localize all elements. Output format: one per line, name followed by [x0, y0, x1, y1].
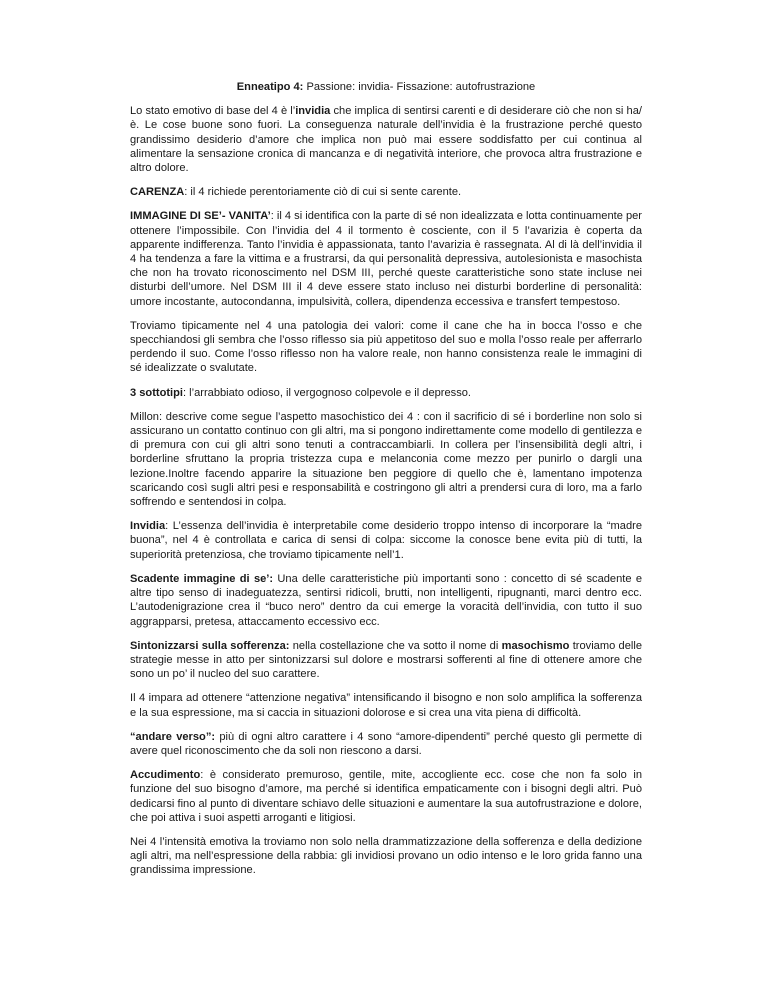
paragraph-4: [130, 319, 642, 376]
paragraph-12: [130, 768, 642, 825]
paragraph-bold: IMMAGINE DI SE’- VANITA’: [130, 210, 271, 223]
paragraph-6: [130, 410, 642, 509]
paragraph-8: [130, 572, 642, 629]
paragraph-bold: Invidia: [130, 520, 166, 533]
paragraph-text: : è considerato premuroso, gentile, mite, accogliente ecc. cose che non fa solo in funzione del suo bisogno d’amore, ma perché si identifica empaticamente con i bisogni degli altri. Può dedicarsi fino al punto di diventare schiavo delle situazioni e aumentare la sua autofrustrazione e dolore, che poi attiva i suoi aspetti arroganti e litigiosi.: [130, 769, 642, 824]
paragraph-13: [130, 835, 642, 878]
paragraph-5: [130, 386, 642, 400]
paragraph-text: troviamo delle strategie messe in atto per sintonizzarsi sul dolore e mostrarsi sofferenti al fine di ottenere amore che sono un po’ il nucleo del suo carattere.: [130, 639, 642, 681]
paragraph-text: più di ogni altro carattere i 4 sono “amore-dipendenti” perché questo gli permette di avere quel riconoscimento che da soli non riescono a darsi.: [130, 730, 642, 757]
paragraph-10: [130, 691, 642, 719]
paragraph-text: Il 4 impara ad ottenere “attenzione negativa” intensificando il bisogno e non solo amplifica la sofferenza e la sua espressione, ma si caccia in situazioni dolorose e si crea una vita piena di difficoltà.: [130, 692, 642, 719]
paragraph-text: Lo stato emotivo di base del 4 è l’: [130, 105, 296, 118]
paragraph-11: [130, 730, 642, 758]
paragraph-bold: invidia: [295, 105, 331, 118]
paragraph-bold: Accudimento: [130, 769, 201, 782]
paragraph-text: che implica di sentirsi carenti e di desiderare ciò che non si ha/è. Le cose buone sono fuori. La conseguenza naturale dell’invidia è la frustrazione perché questo grandissimo desiderio d’amore che implica non può mai essere soddisfatto per cui continua al alimentare la sensazione cronica di mancanza e di negatività interiore, che provoca altra frustrazione e altro dolore.: [130, 105, 642, 175]
paragraph-bold: Scadente immagine di se’:: [130, 572, 274, 585]
title-bold: Enneatipo 4:: [236, 81, 304, 93]
paragraph-text: Una delle caratteristiche più importanti sono : concetto di sé scadente e altre tipo senso di inadeguatezza, sentirsi ridicoli, brutti, non intelligenti, ripugnanti, marci dentro ecc. L’autodenigrazione crea il “buco nero” dentro da cui emerge la voracità dell’invidia, con tutto il suo aggrapparsi, pretesa, attaccamento eccessivo ecc.: [130, 572, 642, 628]
paragraph-bold: 3 sottotipi: [130, 386, 183, 399]
paragraph-text: Nei 4 l’intensità emotiva la troviamo non solo nella drammatizzazione della sofferenza e della dedizione agli altri, ma nell’espressione della rabbia: gli invidiosi provano un odio intenso e le loro grida fanno una grandissima impressione.: [130, 835, 642, 877]
paragraph-text: : il 4 si identifica con la parte di sé non idealizzata e lotta continuamente per ottenere l’impossibile. Con l’invidia del 4 il tormento è cosciente, con il 5 l’avarizia è coperta da apparente indifferenza. Tanto l’invidia è appassionata, tanto l’avarizia è rassegnata. Al di là dell’invidia il 4 ha tendenza a fare la vittima e a frustrarsi, da qui personalità depressiva, autolesionista e masochista che non ha trovato riconoscimento nel DSM III, perché queste caratteristiche sono state incluse nei disturbi dell’umore. Nel DSM III il 4 deve essere stato incluso nei disturbi borderline di personalità: umore incostante, autocondanna, impulsività, collera, dipendenza eccessiva e transfert tempestoso.: [130, 210, 642, 308]
document-body: [130, 80, 642, 888]
paragraph-7: [130, 519, 642, 562]
document-title: [130, 80, 642, 94]
paragraph-bold: CARENZA: [130, 186, 185, 199]
paragraph-bold: masochismo: [501, 639, 570, 652]
paragraph-text: : L’essenza dell’invidia è interpretabile come desiderio troppo intenso di incorporare la “madre buona”, nel 4 è controllata e carica di sensi di colpa: siccome la conosce bene evita più di tutti, la superiorità pretenziosa, che troviamo tipicamente nell’1.: [130, 520, 642, 561]
paragraph-3: [130, 209, 642, 308]
paragraph-text: : il 4 richiede perentoriamente ciò di cui si sente carente.: [184, 186, 462, 199]
paragraph-2: [130, 185, 642, 199]
paragraph-text: : l’arrabbiato odioso, il vergognoso colpevole e il depresso.: [183, 386, 471, 399]
paragraph-text: nella costellazione che va sotto il nome di: [289, 639, 502, 652]
title-rest: Passione: invidia- Fissazione: autofrustrazione: [303, 81, 536, 93]
paragraph-bold: “andare verso”:: [130, 730, 216, 743]
paragraph-1: [130, 104, 642, 175]
paragraph-bold: Sintonizzarsi sulla sofferenza:: [130, 639, 290, 652]
paragraph-text: Troviamo tipicamente nel 4 una patologia dei valori: come il cane che ha in bocca l’osso e che specchiandosi gli sembra che l’osso riflesso sia più appetitoso del suo e molla l’osso reale per afferrarlo perdendo il suo. Come l’osso riflesso non ha valore reale, non hanno consistenza reale le immagini di sé idealizzate o svalutate.: [130, 319, 642, 375]
paragraph-9: [130, 639, 642, 682]
paragraph-text: Millon: descrive come segue l’aspetto masochistico dei 4 : con il sacrificio di sé i borderline non solo si assicurano un contatto continuo con gli altri, ma si pongono indirettamente come modello di gentilezza e di premura con cui gli altri sono tenuti a contraccambiarli. In collera per l’insensibilità degli altri, i borderline sfruttano la propria tristezza cupa e melanconia come mezzo per punirlo o dargli una lezione.Inoltre facendo apparire la situazione ben peggiore di quello che è, lamentano impotenza scaricando così sugli altri pesi e responsabilità e costringono gli altri a prendersi cura di loro, ma a farlo soffrendo e sentendosi in colpa.: [130, 410, 642, 509]
